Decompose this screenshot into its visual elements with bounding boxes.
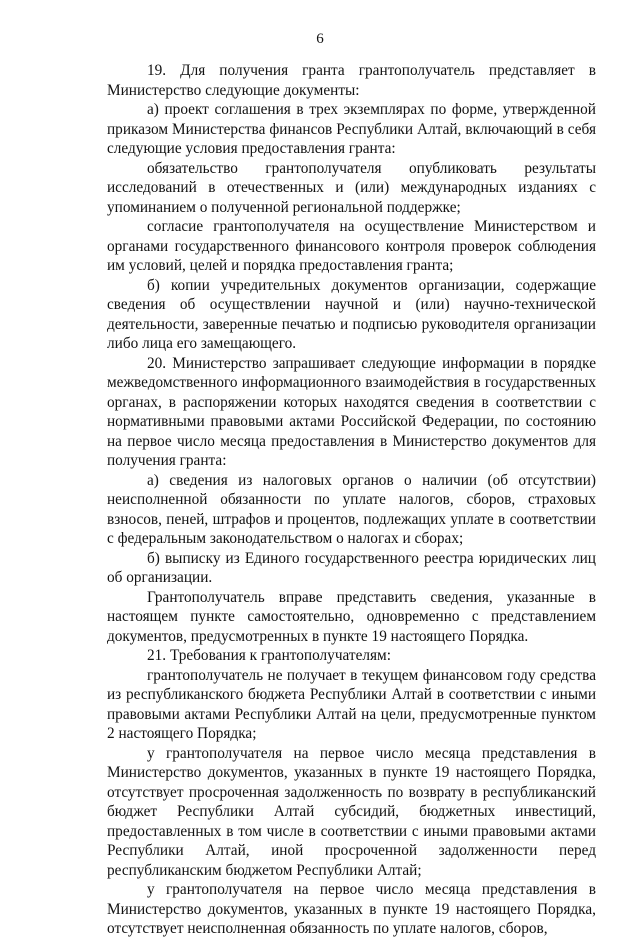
paragraph-20-note: Грантополучатель вправе представить сведения, указанные в настоящем пункте самостоятельно, одновременно с представлением документов, предусмотренных в пункте 19 настоящего Порядка. <box>107 588 596 645</box>
paragraph-21-intro: 21. Требования к грантополучателям: <box>147 647 391 664</box>
document-body <box>107 61 596 939</box>
paragraph-20-a: а) сведения из налоговых органов о наличии (об отсутствии) неисполненной обязанности по уплате налогов, сборов, страховых взносов, пеней, штрафов и процентов, подлежащих уплате в соответствии с федеральным законодательством о налогах и сборах; <box>107 471 596 547</box>
paragraph-19-a: а) проект соглашения в трех экземплярах по форме, утвержденной приказом Министерства финансов Республики Алтай, включающий в себя следующие условия предоставления гранта: <box>107 101 596 157</box>
paragraph-19-intro: 19. Для получения гранта грантополучатель представляет в Министерство следующие документы: <box>107 62 596 99</box>
paragraph-20-b: б) выписку из Единого государственного реестра юридических лиц об организации. <box>107 549 596 586</box>
paragraph-19-b: б) копии учредительных документов организации, содержащие сведения об осуществлении научной и (или) научно-технической деятельности, заверенные печатью и подписью руководителя организации либо лица его замещающего. <box>107 276 596 352</box>
paragraph-21-requirement-3: у грантополучателя на первое число месяца представления в Министерство документов, указанных в пункте 19 настоящего Порядка, отсутствует неисполненная обязанность по уплате налогов, сборов, <box>107 881 596 937</box>
paragraph-20-intro: 20. Министерство запрашивает следующие информации в порядке межведомственного информационного взаимодействия в государственных органах, в распоряжении которых находятся сведения в соответствии с нормативными правовыми актами Российской Федерации, по состоянию на первое число месяца предоставления в Министерство документов для получения гранта: <box>107 354 596 469</box>
paragraph-19-a-consent: согласие грантополучателя на осуществление Министерством и органами государственного финансового контроля проверок соблюдения им условий, целей и порядка предоставления гранта; <box>107 218 596 274</box>
paragraph-21-requirement-1: грантополучатель не получает в текущем финансовом году средства из республиканского бюджета Республики Алтай в соответствии с иными правовыми актами Республики Алтай на цели, предусмотренные пунктом 2 настоящего Порядка; <box>107 666 596 742</box>
paragraph-21-requirement-2: у грантополучателя на первое число месяца представления в Министерство документов, указанных в пункте 19 настоящего Порядка, отсутствует просроченная задолженность по возврату в республиканский бюджет Республики Алтай субсидий, бюджетных инвестиций, предоставленных в том числе в соответствии с иными правовыми актами Республики Алтай, иной просроченной задолженности перед республиканским бюджетом Республики Алтай; <box>107 744 596 879</box>
paragraph-19-a-obligation: обязательство грантополучателя опубликовать результаты исследований в отечественных и (или) международных изданиях с упоминанием о полученной региональной поддержке; <box>107 159 596 216</box>
page-number: 6 <box>316 31 324 47</box>
